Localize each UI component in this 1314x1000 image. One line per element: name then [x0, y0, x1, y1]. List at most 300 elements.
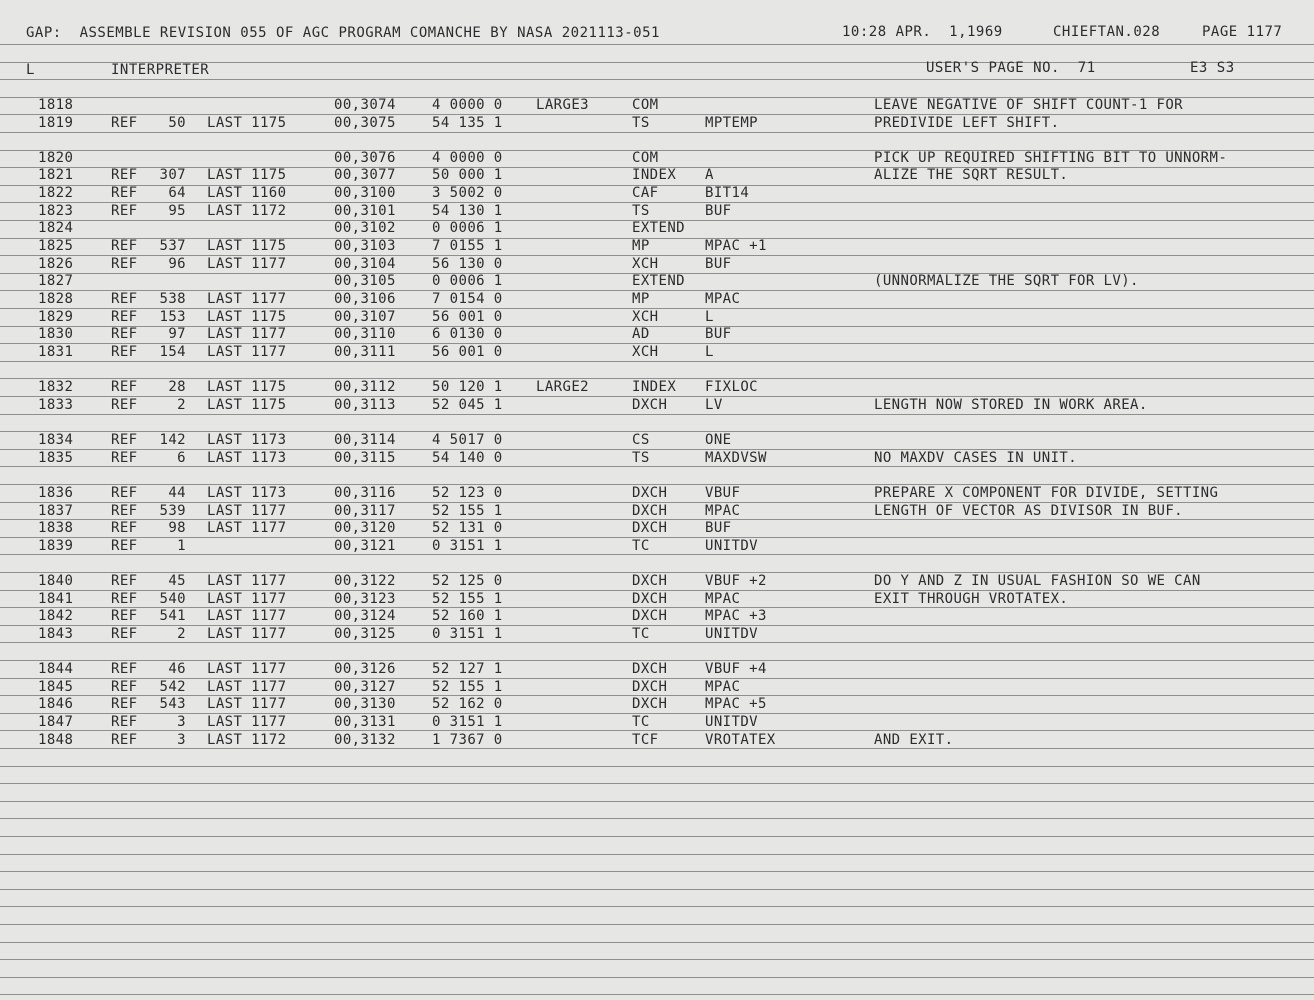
ref-count: 540	[159, 591, 186, 607]
operand: L	[705, 344, 714, 360]
line-number: 1819	[38, 115, 74, 131]
line-number: 1836	[38, 485, 74, 501]
line-number: 1837	[38, 503, 74, 519]
opcode: TS	[632, 450, 650, 466]
address: 00,3115	[334, 450, 396, 466]
last-ref: LAST 1177	[207, 608, 287, 624]
comment: PREDIVIDE LEFT SHIFT.	[874, 115, 1060, 131]
user-id: CHIEFTAN.028	[1053, 24, 1161, 40]
comment: DO Y AND Z IN USUAL FASHION SO WE CAN	[874, 573, 1201, 589]
listing-row	[0, 537, 1314, 555]
line-number: 1822	[38, 185, 74, 201]
opcode: XCH	[632, 344, 659, 360]
ref-label: REF	[111, 291, 138, 307]
ref-count: 154	[159, 344, 186, 360]
octal-word: 52 162 0	[432, 696, 503, 712]
symbol-label: LARGE3	[536, 97, 589, 113]
last-ref: LAST 1177	[207, 256, 287, 272]
operand: BUF	[705, 326, 732, 342]
ref-count: 1	[177, 538, 186, 554]
listing-row	[0, 343, 1314, 361]
opcode: EXTEND	[632, 273, 685, 289]
address: 00,3123	[334, 591, 396, 607]
operand: MAXDVSW	[705, 450, 767, 466]
last-ref: LAST 1177	[207, 520, 287, 536]
section-name: INTERPRETER	[111, 62, 210, 78]
opcode: DXCH	[632, 661, 668, 677]
address: 00,3077	[334, 167, 396, 183]
address: 00,3102	[334, 220, 396, 236]
octal-word: 6 0130 0	[432, 326, 503, 342]
last-ref: LAST 1177	[207, 326, 287, 342]
octal-word: 7 0154 0	[432, 291, 503, 307]
last-ref: LAST 1177	[207, 696, 287, 712]
listing-row	[0, 325, 1314, 343]
opcode: EXTEND	[632, 220, 685, 236]
operand: ONE	[705, 432, 732, 448]
listing-row	[0, 272, 1314, 290]
line-number: 1833	[38, 397, 74, 413]
line-number: 1835	[38, 450, 74, 466]
operand: VROTATEX	[705, 732, 776, 748]
address: 00,3106	[334, 291, 396, 307]
octal-word: 0 0006 1	[432, 273, 503, 289]
address: 00,3122	[334, 573, 396, 589]
ruled-line	[0, 361, 1314, 362]
last-ref: LAST 1173	[207, 450, 287, 466]
ruled-line	[0, 836, 1314, 837]
address: 00,3121	[334, 538, 396, 554]
ref-label: REF	[111, 626, 138, 642]
listing-row	[0, 114, 1314, 132]
opcode: MP	[632, 291, 650, 307]
ref-count: 98	[168, 520, 186, 536]
line-number: 1831	[38, 344, 74, 360]
opcode: DXCH	[632, 591, 668, 607]
comment: EXIT THROUGH VROTATEX.	[874, 591, 1069, 607]
comment: (UNNORMALIZE THE SQRT FOR LV).	[874, 273, 1139, 289]
ref-label: REF	[111, 238, 138, 254]
ruled-line	[0, 942, 1314, 943]
operand: MPAC	[705, 291, 741, 307]
operand: UNITDV	[705, 714, 758, 730]
operand: L	[705, 309, 714, 325]
operand: UNITDV	[705, 626, 758, 642]
opcode: INDEX	[632, 379, 677, 395]
ruled-line	[0, 79, 1314, 80]
opcode: DXCH	[632, 608, 668, 624]
line-number: 1845	[38, 679, 74, 695]
operand: VBUF	[705, 485, 741, 501]
ref-label: REF	[111, 538, 138, 554]
listing-row	[0, 590, 1314, 608]
address: 00,3117	[334, 503, 396, 519]
ref-count: 142	[159, 432, 186, 448]
opcode: CS	[632, 432, 650, 448]
ref-label: REF	[111, 714, 138, 730]
comment: PREPARE X COMPONENT FOR DIVIDE, SETTING	[874, 485, 1219, 501]
listing-row	[0, 484, 1314, 502]
last-ref: LAST 1175	[207, 238, 287, 254]
octal-word: 50 120 1	[432, 379, 503, 395]
address: 00,3107	[334, 309, 396, 325]
operand: MPAC +5	[705, 696, 767, 712]
address: 00,3130	[334, 696, 396, 712]
opcode: AD	[632, 326, 650, 342]
ref-label: REF	[111, 397, 138, 413]
octal-word: 4 0000 0	[432, 97, 503, 113]
operand: MPAC +1	[705, 238, 767, 254]
comment: LEAVE NEGATIVE OF SHIFT COUNT-1 FOR	[874, 97, 1184, 113]
ref-count: 97	[168, 326, 186, 342]
ref-label: REF	[111, 679, 138, 695]
opcode: TCF	[632, 732, 659, 748]
line-number: 1842	[38, 608, 74, 624]
comment: AND EXIT.	[874, 732, 954, 748]
operand: FIXLOC	[705, 379, 758, 395]
opcode: DXCH	[632, 696, 668, 712]
ruled-line	[0, 977, 1314, 978]
listing-row	[0, 731, 1314, 749]
address: 00,3127	[334, 679, 396, 695]
opcode: DXCH	[632, 503, 668, 519]
listing-row	[0, 695, 1314, 713]
operand: MPAC	[705, 591, 741, 607]
octal-word: 0 3151 1	[432, 538, 503, 554]
address: 00,3132	[334, 732, 396, 748]
octal-word: 52 160 1	[432, 608, 503, 624]
listing-row	[0, 519, 1314, 537]
last-ref: LAST 1175	[207, 167, 287, 183]
line-number: 1827	[38, 273, 74, 289]
octal-word: 52 127 1	[432, 661, 503, 677]
comment: LENGTH NOW STORED IN WORK AREA.	[874, 397, 1148, 413]
ref-count: 46	[168, 661, 186, 677]
ref-count: 6	[177, 450, 186, 466]
symbol-label: LARGE2	[536, 379, 589, 395]
ref-label: REF	[111, 520, 138, 536]
last-ref: LAST 1173	[207, 432, 287, 448]
listing-row	[0, 660, 1314, 678]
ruled-line	[0, 132, 1314, 133]
ref-count: 45	[168, 573, 186, 589]
ruled-line	[0, 766, 1314, 767]
ref-label: REF	[111, 732, 138, 748]
ref-count: 3	[177, 714, 186, 730]
users-page-number: USER'S PAGE NO. 71	[926, 60, 1096, 76]
opcode: XCH	[632, 256, 659, 272]
ruled-line	[0, 871, 1314, 872]
octal-word: 50 000 1	[432, 167, 503, 183]
address: 00,3124	[334, 608, 396, 624]
ref-count: 28	[168, 379, 186, 395]
ruled-line	[0, 414, 1314, 415]
last-ref: LAST 1160	[207, 185, 287, 201]
opcode: DXCH	[632, 520, 668, 536]
address: 00,3116	[334, 485, 396, 501]
opcode: TC	[632, 714, 650, 730]
comment: NO MAXDV CASES IN UNIT.	[874, 450, 1078, 466]
octal-word: 52 155 1	[432, 503, 503, 519]
last-ref: LAST 1177	[207, 344, 287, 360]
octal-word: 1 7367 0	[432, 732, 503, 748]
octal-word: 0 3151 1	[432, 714, 503, 730]
ref-label: REF	[111, 573, 138, 589]
ref-count: 2	[177, 397, 186, 413]
listing-row	[0, 96, 1314, 114]
listing-row	[0, 396, 1314, 414]
line-number: 1820	[38, 150, 74, 166]
opcode: XCH	[632, 309, 659, 325]
last-ref: LAST 1175	[207, 309, 287, 325]
listing-row	[0, 502, 1314, 520]
opcode: COM	[632, 97, 659, 113]
ref-label: REF	[111, 432, 138, 448]
ref-label: REF	[111, 203, 138, 219]
opcode: TC	[632, 538, 650, 554]
ref-count: 542	[159, 679, 186, 695]
octal-word: 52 045 1	[432, 397, 503, 413]
octal-word: 54 135 1	[432, 115, 503, 131]
listing-marker: L	[26, 62, 35, 78]
operand: MPAC +3	[705, 608, 767, 624]
last-ref: LAST 1177	[207, 626, 287, 642]
octal-word: 52 123 0	[432, 485, 503, 501]
comment: PICK UP REQUIRED SHIFTING BIT TO UNNORM-	[874, 150, 1228, 166]
ref-count: 44	[168, 485, 186, 501]
ref-label: REF	[111, 344, 138, 360]
address: 00,3075	[334, 115, 396, 131]
ref-label: REF	[111, 167, 138, 183]
ruled-line	[0, 783, 1314, 784]
octal-word: 52 131 0	[432, 520, 503, 536]
line-number: 1832	[38, 379, 74, 395]
operand: BUF	[705, 256, 732, 272]
listing-row	[0, 202, 1314, 220]
ruled-line	[0, 818, 1314, 819]
last-ref: LAST 1172	[207, 732, 287, 748]
ref-count: 96	[168, 256, 186, 272]
address: 00,3100	[334, 185, 396, 201]
operand: MPAC	[705, 679, 741, 695]
last-ref: LAST 1175	[207, 397, 287, 413]
ref-count: 50	[168, 115, 186, 131]
listing-row	[0, 713, 1314, 731]
line-number: 1821	[38, 167, 74, 183]
octal-word: 56 001 0	[432, 309, 503, 325]
operand: MPTEMP	[705, 115, 758, 131]
opcode: DXCH	[632, 485, 668, 501]
ref-count: 64	[168, 185, 186, 201]
ruled-line	[0, 854, 1314, 855]
address: 00,3074	[334, 97, 396, 113]
ref-count: 538	[159, 291, 186, 307]
operand: A	[705, 167, 714, 183]
ref-label: REF	[111, 450, 138, 466]
ref-label: REF	[111, 326, 138, 342]
last-ref: LAST 1177	[207, 573, 287, 589]
address: 00,3113	[334, 397, 396, 413]
line-number: 1844	[38, 661, 74, 677]
octal-word: 52 155 1	[432, 679, 503, 695]
line-number: 1834	[38, 432, 74, 448]
line-number: 1823	[38, 203, 74, 219]
address: 00,3105	[334, 273, 396, 289]
last-ref: LAST 1177	[207, 714, 287, 730]
line-number: 1818	[38, 97, 74, 113]
listing-row	[0, 308, 1314, 326]
operand: LV	[705, 397, 723, 413]
operand: MPAC	[705, 503, 741, 519]
ref-label: REF	[111, 256, 138, 272]
ruled-line	[0, 959, 1314, 960]
octal-word: 54 130 1	[432, 203, 503, 219]
listing-row	[0, 255, 1314, 273]
address: 00,3111	[334, 344, 396, 360]
line-number: 1841	[38, 591, 74, 607]
opcode: DXCH	[632, 679, 668, 695]
ruled-line	[0, 906, 1314, 907]
ref-count: 537	[159, 238, 186, 254]
ref-label: REF	[111, 115, 138, 131]
operand: UNITDV	[705, 538, 758, 554]
opcode: MP	[632, 238, 650, 254]
comment: LENGTH OF VECTOR AS DIVISOR IN BUF.	[874, 503, 1184, 519]
ruled-line	[0, 889, 1314, 890]
last-ref: LAST 1177	[207, 661, 287, 677]
ref-count: 543	[159, 696, 186, 712]
listing-row	[0, 166, 1314, 184]
ref-count: 95	[168, 203, 186, 219]
listing-row	[0, 572, 1314, 590]
ref-label: REF	[111, 696, 138, 712]
last-ref: LAST 1177	[207, 291, 287, 307]
opcode: INDEX	[632, 167, 677, 183]
opcode: DXCH	[632, 573, 668, 589]
ref-count: 539	[159, 503, 186, 519]
ref-count: 307	[159, 167, 186, 183]
ref-label: REF	[111, 591, 138, 607]
address: 00,3104	[334, 256, 396, 272]
last-ref: LAST 1177	[207, 503, 287, 519]
listing-row	[0, 378, 1314, 396]
octal-word: 0 0006 1	[432, 220, 503, 236]
address: 00,3110	[334, 326, 396, 342]
opcode: TS	[632, 203, 650, 219]
octal-word: 4 0000 0	[432, 150, 503, 166]
address: 00,3101	[334, 203, 396, 219]
ref-label: REF	[111, 485, 138, 501]
ref-label: REF	[111, 661, 138, 677]
line-number: 1824	[38, 220, 74, 236]
octal-word: 0 3151 1	[432, 626, 503, 642]
ref-count: 153	[159, 309, 186, 325]
operand: VBUF +2	[705, 573, 767, 589]
operand: BUF	[705, 520, 732, 536]
ref-label: REF	[111, 608, 138, 624]
listing-row	[0, 149, 1314, 167]
last-ref: LAST 1172	[207, 203, 287, 219]
opcode: DXCH	[632, 397, 668, 413]
octal-word: 7 0155 1	[432, 238, 503, 254]
line-number: 1838	[38, 520, 74, 536]
listing-row	[0, 625, 1314, 643]
bank-label: E3 S3	[1190, 60, 1235, 76]
last-ref: LAST 1175	[207, 115, 287, 131]
line-number: 1839	[38, 538, 74, 554]
octal-word: 54 140 0	[432, 450, 503, 466]
listing-row	[0, 219, 1314, 237]
ref-label: REF	[111, 185, 138, 201]
listing-row	[0, 449, 1314, 467]
listing-row	[0, 431, 1314, 449]
page-number: PAGE 1177	[1202, 24, 1283, 40]
listing-row	[0, 607, 1314, 625]
last-ref: LAST 1175	[207, 379, 287, 395]
octal-word: 3 5002 0	[432, 185, 503, 201]
operand: VBUF +4	[705, 661, 767, 677]
ref-count: 541	[159, 608, 186, 624]
opcode: CAF	[632, 185, 659, 201]
address: 00,3120	[334, 520, 396, 536]
line-number: 1847	[38, 714, 74, 730]
last-ref: LAST 1177	[207, 591, 287, 607]
listing-row	[0, 678, 1314, 696]
ref-label: REF	[111, 309, 138, 325]
listing-row	[0, 237, 1314, 255]
print-timestamp: 10:28 APR. 1,1969	[842, 24, 1003, 40]
line-number: 1830	[38, 326, 74, 342]
line-number: 1840	[38, 573, 74, 589]
octal-word: 56 130 0	[432, 256, 503, 272]
line-number: 1829	[38, 309, 74, 325]
listing-row	[0, 184, 1314, 202]
ref-label: REF	[111, 379, 138, 395]
comment: ALIZE THE SQRT RESULT.	[874, 167, 1069, 183]
line-number: 1846	[38, 696, 74, 712]
octal-word: 52 125 0	[432, 573, 503, 589]
ref-count: 3	[177, 732, 186, 748]
operand: BIT14	[705, 185, 750, 201]
ruled-line	[0, 924, 1314, 925]
ref-label: REF	[111, 503, 138, 519]
address: 00,3103	[334, 238, 396, 254]
ruled-line	[0, 44, 1314, 45]
listing-row	[0, 290, 1314, 308]
ruled-line	[0, 994, 1314, 995]
opcode: TC	[632, 626, 650, 642]
address: 00,3076	[334, 150, 396, 166]
octal-word: 4 5017 0	[432, 432, 503, 448]
line-number: 1825	[38, 238, 74, 254]
ref-count: 2	[177, 626, 186, 642]
operand: BUF	[705, 203, 732, 219]
octal-word: 56 001 0	[432, 344, 503, 360]
line-number: 1826	[38, 256, 74, 272]
line-number: 1848	[38, 732, 74, 748]
ruled-line	[0, 801, 1314, 802]
address: 00,3131	[334, 714, 396, 730]
address: 00,3114	[334, 432, 396, 448]
opcode: TS	[632, 115, 650, 131]
opcode: COM	[632, 150, 659, 166]
line-number: 1843	[38, 626, 74, 642]
line-number: 1828	[38, 291, 74, 307]
octal-word: 52 155 1	[432, 591, 503, 607]
address: 00,3112	[334, 379, 396, 395]
assembly-title: GAP: ASSEMBLE REVISION 055 OF AGC PROGRAM COMANCHE BY NASA 2021113-051	[26, 25, 660, 41]
address: 00,3125	[334, 626, 396, 642]
